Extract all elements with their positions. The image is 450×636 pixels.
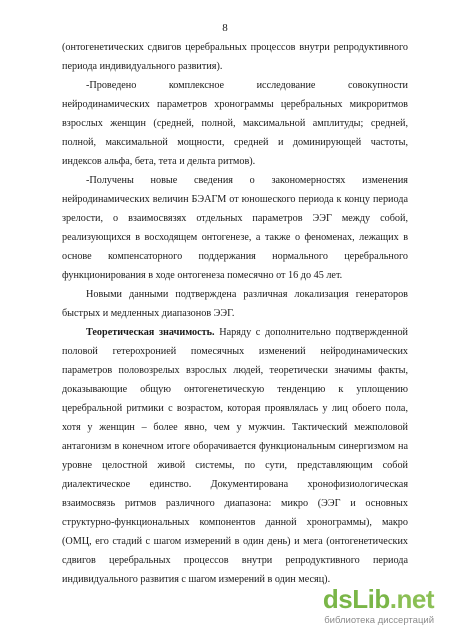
dslib-logo [323,585,434,613]
section-heading: Теоретическая значимость. [86,327,215,338]
dslib-watermark [322,584,440,629]
page-number: 8 [222,22,228,34]
paragraph-complex-study: -Проведено комплексное исследование совокупности нейродинамических параметров хронограммы церебральных микроритмов взрослых женщин (средней, полной, максимальной амплитуды; средней, полной, максимальной мощности, средней и доминирующей частоты, индексов альфа, бета, тета и дельта ритмов). [62,80,408,167]
logo-caption: библиотека диссертаций [324,615,434,626]
logo-suffix: .net [389,584,434,614]
paragraph-theoretical-significance [62,323,408,589]
logo-main: dsLib [322,584,390,614]
paragraph-new-findings: -Получены новые сведения о закономерностях изменения нейродинамических величин БЭАГМ от юношеского периода к концу периода зрелости, о взаимосвязях отдельных параметров ЭЭГ между собой, реализующихся в восходящем онтогенезе, а также о феноменах, лежащих в основе компенсаторного поддержания нормального церебрального функционирования в ходе онтогенеза помесячно от 16 до 45 лет. [62,175,408,281]
paragraph-continuation: (онтогенетических сдвигов церебральных процессов внутри репродуктивного периода индивидуального развития). [62,42,408,72]
document-body [62,38,408,589]
section-text: Наряду с дополнительно подтвержденной половой гетерохронией помесячных изменений нейродинамических параметров половозрелых взрослых людей, теоретически значимы факты, доказывающие общую онтогенетическую тенденцию к уплощению церебральной ритмики с возрастом, которая проявлялась у лиц обоего пола, хотя у женщин – более явно, чем у мужчин. Тактический межполовой антагонизм в конечном итоге оборачивается функциональным синергизмом на уровне целостной живой системы, по сути, представляющим собой диалектическое единство. Документирована хронофизиологическая взаимосвязь ритмов различного диапазона: микро (ЭЭГ и основных структурно-функциональных компонентов данной хронограммы), макро (ОМЦ, его стадий с шагом измерений в один день) и мега (онтогенетических сдвигов церебральных процессов внутри репродуктивного периода индивидуального развития с шагом измерений в один месяц). [62,327,408,585]
paragraph-localization: Новыми данными подтверждена различная локализация генераторов быстрых и медленных диапазонов ЭЭГ. [62,289,408,319]
